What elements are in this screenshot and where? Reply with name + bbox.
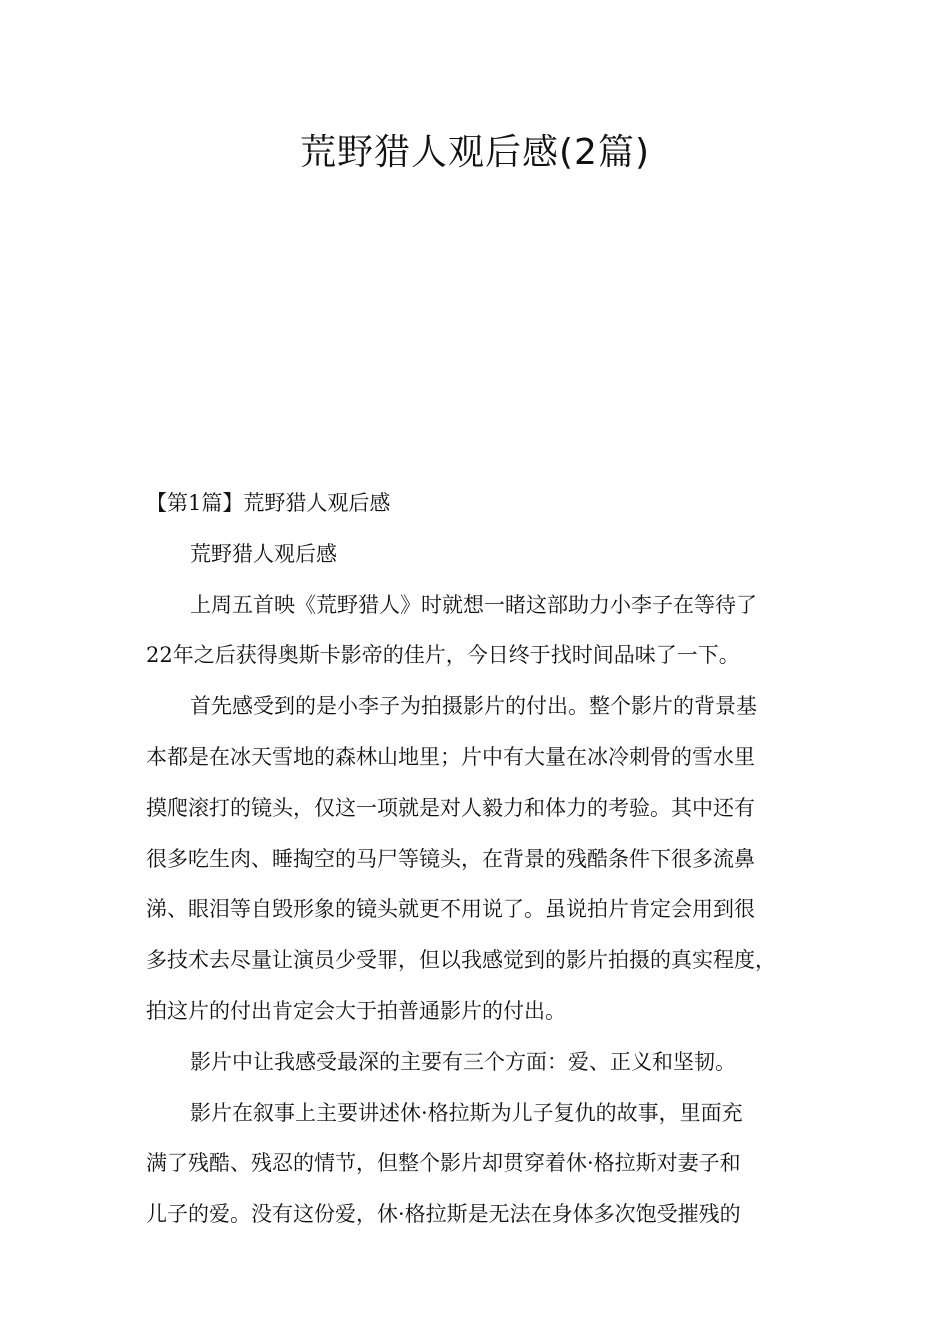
text-line: 多技术去尽量让演员少受罪，但以我感觉到的影片拍摄的真实程度， [146, 948, 776, 973]
section-heading: 【第1篇】荒野猎人观后感 [146, 491, 391, 515]
text-line: 涕、眼泪等自毁形象的镜头就更不用说了。虽说拍片肯定会用到很 [146, 897, 755, 922]
text-line: 荒野猎人观后感 [190, 541, 337, 566]
text-line: 影片中让我感受最深的主要有三个方面：爱、正义和坚韧。 [190, 1049, 736, 1074]
text-line: 上周五首映《荒野猎人》时就想一睹这部助力小李子在等待了 [190, 592, 757, 617]
document-title: 荒野猎人观后感(2篇) [300, 132, 650, 173]
document-body [146, 478, 826, 1240]
text-line: 影片在叙事上主要讲述休·格拉斯为儿子复仇的故事，里面充 [190, 1100, 743, 1125]
text-line: 拍这片的付出肯定会大于拍普通影片的付出。 [146, 998, 566, 1023]
text-line: 儿子的爱。没有这份爱，休·格拉斯是无法在身体多次饱受摧残的 [146, 1202, 741, 1227]
paragraph-lines [146, 529, 826, 1240]
text-line: 很多吃生肉、睡掏空的马尸等镜头，在背景的残酷条件下很多流鼻 [146, 846, 755, 871]
text-line: 首先感受到的是小李子为拍摄影片的付出。整个影片的背景基 [190, 694, 757, 719]
text-line: 本都是在冰天雪地的森林山地里；片中有大量在冰冷刺骨的雪水里 [146, 744, 755, 769]
text-line: 满了残酷、残忍的情节，但整个影片却贯穿着休·格拉斯对妻子和 [146, 1151, 741, 1176]
text-line: 22年之后获得奥斯卡影帝的佳片，今日终于找时间品味了一下。 [146, 643, 740, 668]
text-line: 摸爬滚打的镜头，仅这一项就是对人毅力和体力的考验。其中还有 [146, 795, 755, 820]
